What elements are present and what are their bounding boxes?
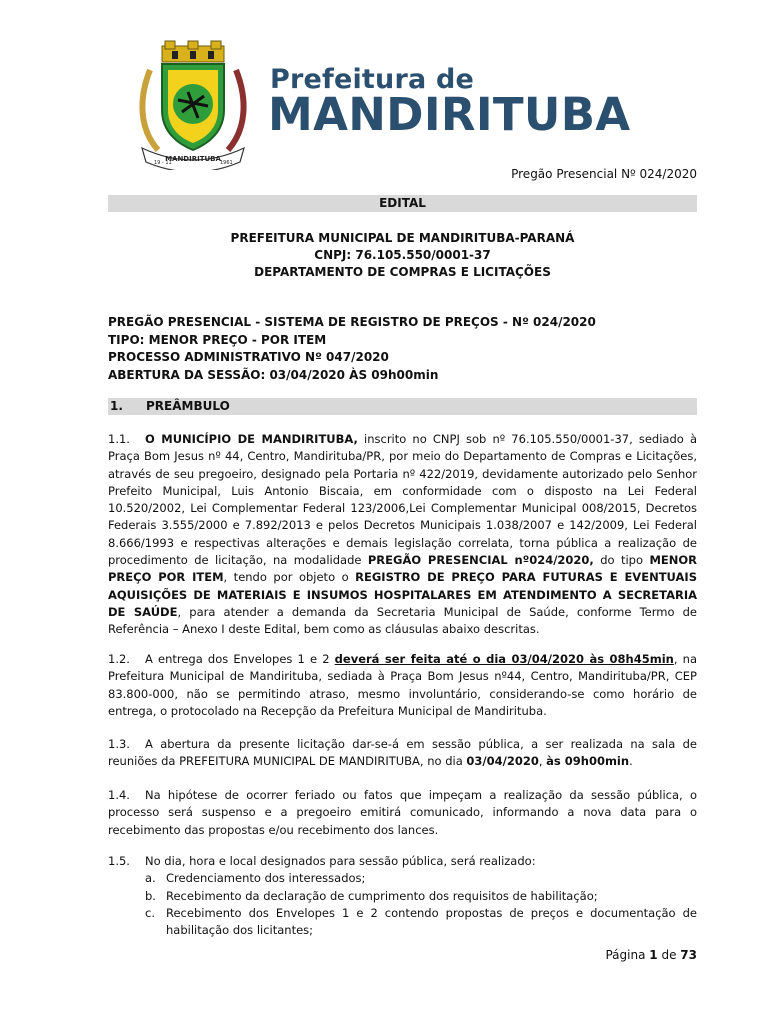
summary-process: PROCESSO ADMINISTRATIVO Nº 047/2020 <box>108 350 389 364</box>
list-item-text: Recebimento dos Envelopes 1 e 2 contendo propostas de preços e documentação de habilitação dos licitantes; <box>166 905 697 938</box>
page-word: Página <box>605 948 646 962</box>
organization-block <box>108 230 697 281</box>
body-text: do tipo <box>593 553 650 568</box>
total-pages: 73 <box>680 948 697 962</box>
paragraph-number: 1.3. <box>108 737 130 751</box>
body-text: A entrega dos Envelopes 1 e 2 <box>145 652 335 666</box>
bold-text: MENOR PREÇO POR ITEM <box>108 553 697 585</box>
body-text: No dia, hora e local designados para sessão pública, será realizado: <box>145 854 536 868</box>
body-text: , tendo por objeto o <box>223 570 356 585</box>
list-item-text: Credenciamento dos interessados; <box>166 871 366 886</box>
list-item <box>108 905 697 940</box>
body-text: inscrito no CNPJ sob nº 76.105.550/0001-37, sediado à Praça Bom Jesus nº 44, Centro, Mandirituba/PR, por meio do Departamento de Compras e Licitações, através de seu pregoeiro, designado pela Portaria nº 422/2019, devidamente autorizado pelo Senhor Prefeito Municipal, Luis Antonio Biscaia, em conformidade com o disposto na Lei Federal 10.520/2002, Lei Complementar Federal 123/2006,Lei Complementar Municipal 008/2015, Decretos Federais 3.555/2000 e 7.892/2013 e pelos Decretos Municipais 1.038/2007 e 142/2009, Lei Federal 8.666/1993 e respectivas alterações e demais legislação correlata, torna pública a realização de procedimento de licitação, na modalidade <box>108 432 697 568</box>
paragraph-number: 1.1. <box>108 432 130 446</box>
crest-year-left: 19 - 11 <box>154 160 172 166</box>
coat-of-arms-icon <box>132 40 254 170</box>
paragraph-number: 1.5. <box>108 854 130 868</box>
list-item <box>108 888 697 905</box>
body-text: , para atender a demanda da Secretaria Municipal de Saúde, conforme Termo de Referência – Anexo I deste Edital, bem como as cláusulas abaixo descritas. <box>108 604 697 637</box>
org-name: PREFEITURA MUNICIPAL DE MANDIRITUBA-PARANÁ <box>230 231 575 245</box>
body-text: A abertura da presente licitação dar-se-á em sessão pública, a ser realizada na sala de reuniões da PREFEITURA MUNICIPAL DE MANDIRITUBA, no dia <box>108 737 697 769</box>
session-steps-list <box>108 870 697 939</box>
paragraph-number: 1.2. <box>108 652 130 666</box>
list-item <box>108 870 697 887</box>
process-reference: Pregão Presencial Nº 024/2020 <box>511 167 697 181</box>
bold-text: O MUNICÍPIO DE MANDIRITUBA, <box>145 432 358 446</box>
summary-type: TIPO: MENOR PREÇO - POR ITEM <box>108 332 327 347</box>
summary-modality: PREGÃO PRESENCIAL - SISTEMA DE REGISTRO DE PREÇOS - Nº 024/2020 <box>108 315 596 329</box>
paragraph-1-4 <box>108 787 697 839</box>
org-department: DEPARTAMENTO DE COMPRAS E LICITAÇÕES <box>254 265 551 279</box>
org-cnpj: CNPJ: 76.105.550/0001-37 <box>314 248 491 262</box>
edital-heading: EDITAL <box>108 195 697 212</box>
paragraph-number: 1.4. <box>108 788 130 802</box>
bold-text: REGISTRO DE PREÇO PARA FUTURAS E EVENTUAIS AQUISIÇÕES DE MATERIAIS E INSUMOS HOSPITALARES EM ATENDIMENTO A SECRETARIA DE SAÚDE <box>108 570 697 619</box>
bold-text: 03/04/2020 <box>466 754 539 769</box>
body-text: , na Prefeitura Municipal de Mandirituba, sediada à Praça Bom Jesus nº44, Centro, Mandirituba/PR, CEP 83.800-000, não se permitindo atraso, mesmo involuntário, considerando-se como horário de entrega, o protocolado na Recepção da Prefeitura Municipal de Mandirituba. <box>108 652 697 718</box>
paragraph-1-2 <box>108 651 697 720</box>
list-letter: b. <box>145 888 156 903</box>
section-number: 1. <box>110 399 123 413</box>
section-heading-preambulo <box>108 398 697 415</box>
brand-line-2: MANDIRITUBA <box>268 88 631 141</box>
page-number <box>605 948 697 962</box>
deadline-text: deverá ser feita até o dia 03/04/2020 às 08h45min <box>334 652 674 666</box>
body-text: Na hipótese de ocorrer feriado ou fatos que impeçam a realização da sessão pública, o processo será suspenso e a pregoeiro emitirá comunicado, informando a nova data para o recebimento das propostas e/ou recebimento dos lances. <box>108 788 697 837</box>
list-item-text: Recebimento da declaração de cumprimento dos requisitos de habilitação; <box>166 888 598 903</box>
list-letter: c. <box>145 905 155 920</box>
crest-banner-text: MANDIRITUBA <box>165 155 221 163</box>
brand-line-1: Prefeitura de <box>270 64 475 95</box>
of-word: de <box>661 948 677 962</box>
summary-opening: ABERTURA DA SESSÃO: 03/04/2020 ÀS 09h00min <box>108 367 439 382</box>
body-text: . <box>629 754 633 769</box>
list-letter: a. <box>145 871 156 886</box>
current-page: 1 <box>649 948 658 962</box>
section-title: PREÂMBULO <box>146 399 230 413</box>
summary-block <box>108 314 596 384</box>
bold-text: às 09h00min <box>546 754 630 769</box>
body-text: , <box>538 754 547 769</box>
paragraph-1-3 <box>108 736 697 771</box>
crest-year-right: 1961 <box>220 160 233 166</box>
paragraph-1-1 <box>108 431 697 639</box>
prefeitura-logo <box>132 40 652 170</box>
paragraph-1-5 <box>108 853 697 939</box>
bold-text: PREGÃO PRESENCIAL nº024/2020, <box>367 553 594 568</box>
